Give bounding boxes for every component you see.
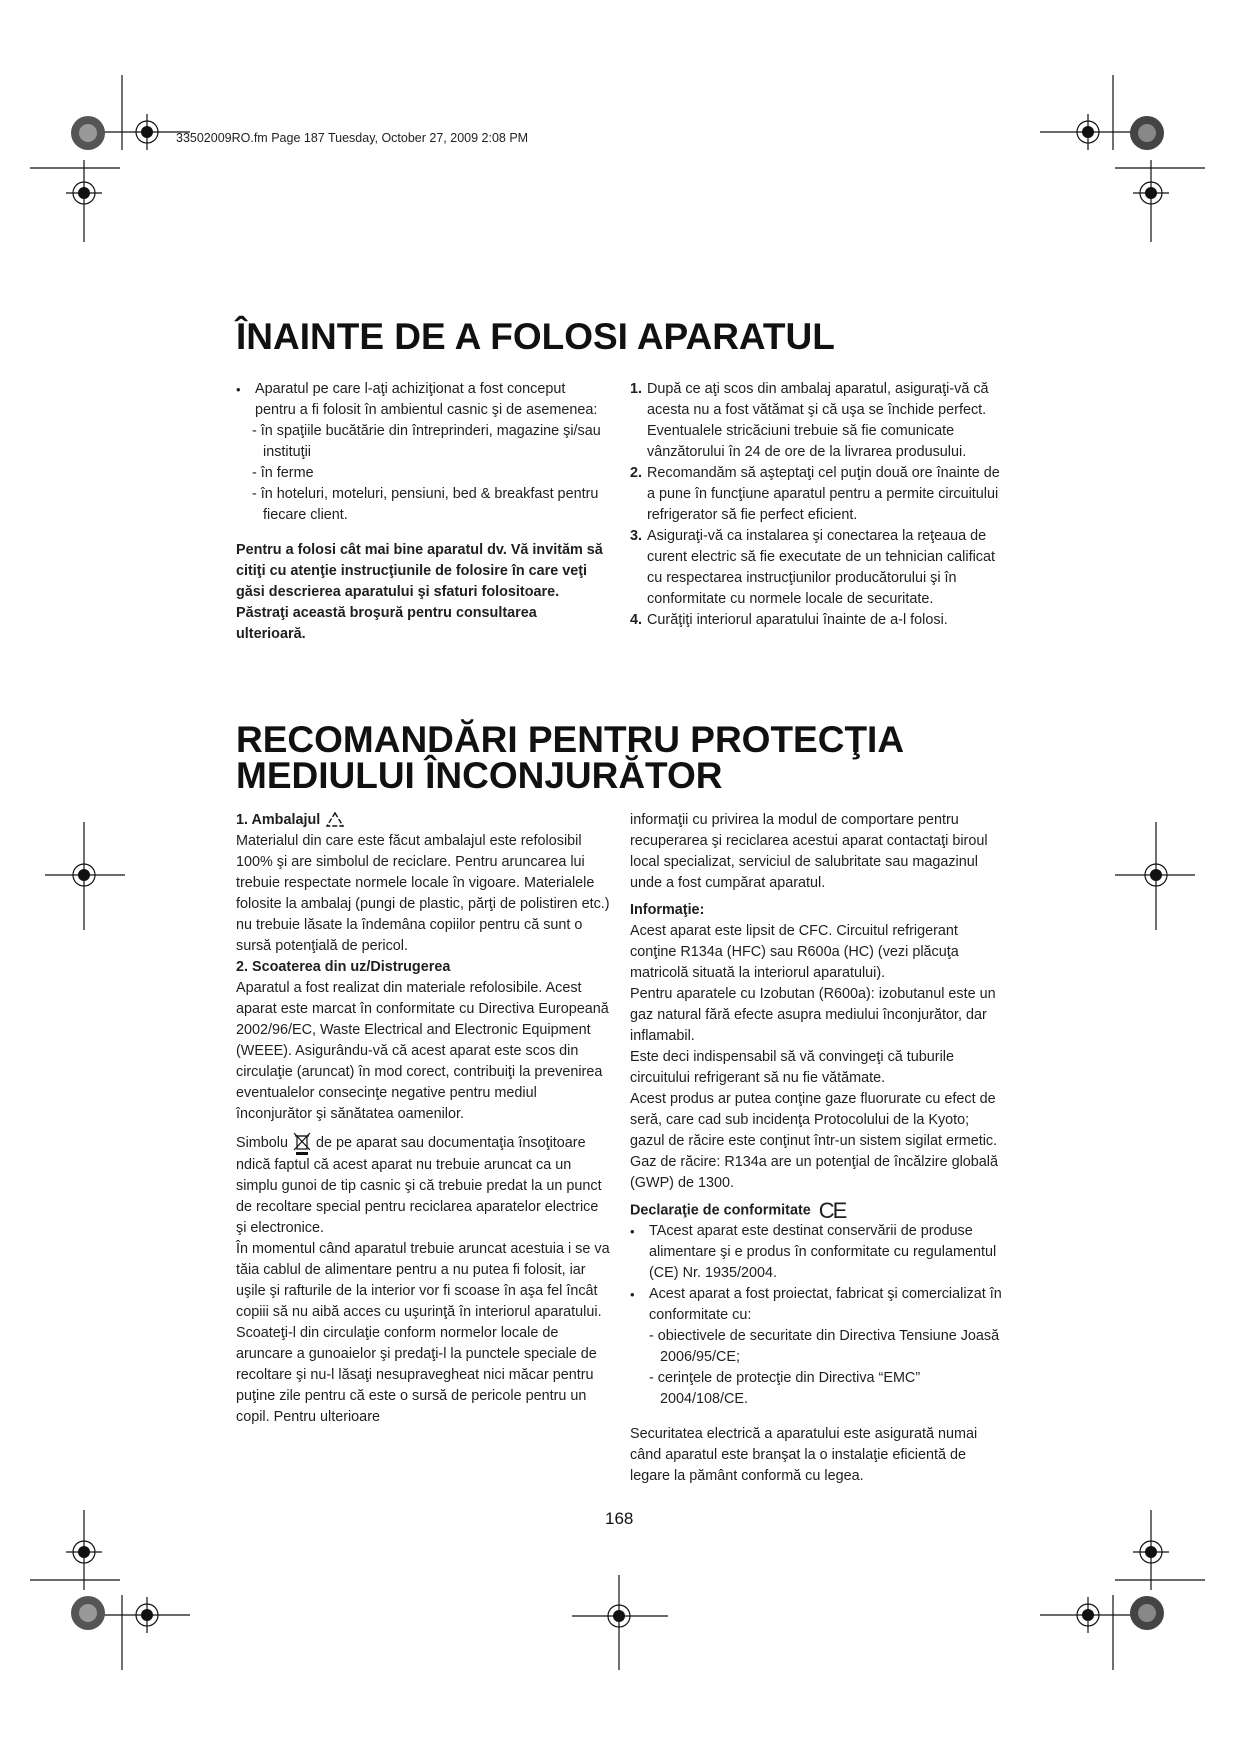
packaging-heading-text: 1. Ambalajul — [236, 812, 321, 828]
conformity-heading — [630, 1200, 1005, 1221]
crossed-bin-icon — [292, 1131, 312, 1155]
keep-brochure-note: Păstraţi această broşură pentru consultarea ulterioară. — [236, 605, 537, 642]
registration-mark-top-right-icon — [1020, 0, 1241, 260]
packaging-heading — [236, 810, 611, 831]
recycle-triangle-icon — [324, 811, 346, 829]
info-text: Acest produs ar putea conţine gaze fluorurate cu efect de seră, care cad sub incidenţa Protocolului de la Kyoto; gazul de răcire este conţinut într-un sistem sigilat ermetic. — [630, 1091, 998, 1149]
file-info-header: 33502009RO.fm Page 187 Tuesday, October 27, 2009 2:08 PM — [176, 131, 529, 145]
info-heading: Informaţie: — [630, 902, 705, 918]
info-text: Pentru aparatele cu Izobutan (R600a): izobutanul este un gaz natural fără efecte asupra mediului înconjurător, dar inflamabil. — [630, 986, 996, 1044]
conformity-bullet: • Acest aparat a fost proiectat, fabricat şi comercializat în conformitate cu: — [630, 1284, 1005, 1326]
list-item-number: 1. — [630, 381, 643, 397]
packaging-text: Materialul din care este făcut ambalajul este refolosibil 100% şi are simbolul de reciclare. Pentru aruncarea lui trebuie respectate normele locale în vigoare. Materialele folosite la ambalaj (pungi de plastic, părţi de polistiren etc.) nu trebuie lăsate la îndemâna copiilor pentru că sunt o sursă potenţială de pericol. — [236, 833, 610, 954]
list-item-text: Recomandăm să aşteptaţi cel puţin două ore înainte de a pune în funcţiune aparatul pentru a permite circuitului refrigerator să fie perfect eficient. — [647, 465, 1000, 523]
directive-item: - cerinţele de protecţie din Directiva “EMC” 2004/108/CE. — [649, 1370, 921, 1408]
list-item-text: Asiguraţi-vă ca instalarea şi conectarea la reţeaua de curent electric să fie executate de un tehnician calificat cu respectarea instrucţiunilor producătorului şi în conformitate cu normele locale de securitate. — [647, 528, 995, 607]
directive-item: - obiectivele de securitate din Directiva Tensiune Joasă 2006/95/CE; — [649, 1328, 1000, 1366]
section-title-environment-line1: RECOMANDĂRI PENTRU PROTECŢIA — [236, 719, 905, 760]
registration-mark-bottom-right-icon — [1020, 1500, 1241, 1755]
registration-mark-bottom-center-icon — [560, 1570, 680, 1680]
conformity-bullet: • TAcest aparat este destinat conservării de produse alimentare şi e produs în conformitate cu regulamentul (CE) Nr. 1935/2004. — [630, 1221, 1005, 1284]
intended-use-bullet: • Aparatul pe care l-aţi achiziţionat a fost conceput pentru a fi folosit în ambientul casnic şi de asemenea: — [236, 379, 606, 421]
section1-right-column — [630, 379, 1005, 631]
info-text: Acest aparat este lipsit de CFC. Circuitul refrigerant conţine R134a (HFC) sau R600a (HC) (vezi plăcuţa matricolă situată la interiorul aparatului). — [630, 923, 959, 981]
use-location-item: - în ferme — [252, 465, 314, 481]
section2-left-column — [236, 810, 611, 1428]
list-item-number: 2. — [630, 465, 643, 481]
weee-symbol-paragraph — [236, 1131, 611, 1239]
weee-symbol-pre: Simbolu — [236, 1134, 288, 1151]
list-item — [630, 526, 1005, 610]
list-item — [630, 463, 1005, 526]
use-location-item: - în spaţiile bucătărie din întreprinderi, magazine şi/sau instituţii — [252, 423, 601, 460]
remove-from-circulation-text: Scoateţi-l din circulaţie conform normelor locale de aruncare a gunoaielor şi predaţi-l la punctele speciale de recoltare şi nu-l lăsaţi nesupravegheat nici măcar pentru puţine zile pentru că este o sursă de pericole pentru un copil. Pentru ulterioare — [236, 1325, 597, 1425]
section-title-before-use: ÎNAINTE DE A FOLOSI APARATUL — [236, 316, 835, 357]
list-item-extra: Eventualele stricăciuni trebuie să fie comunicate vânzătorului în 24 de ore de la livrarea produsului. — [647, 423, 967, 460]
registration-mark-mid-right-icon — [1110, 820, 1200, 940]
section2-right-column — [630, 810, 1005, 1487]
info-text: Gaz de răcire: R134a are un potenţial de încălzire globală (GWP) de 1300. — [630, 1154, 998, 1191]
list-item-text: După ce aţi scos din ambalaj aparatul, asiguraţi-vă că acesta nu a fost vătămat şi că uşa se închide perfect. — [647, 381, 989, 418]
registration-mark-mid-left-icon — [40, 820, 130, 940]
use-location-item: - în hoteluri, moteluri, pensiuni, bed & breakfast pentru fiecare client. — [252, 486, 599, 523]
disposal-text: Aparatul a fost realizat din materiale refolosibile. Acest aparat este marcat în conformitate cu Directiva Europeană 2002/96/EC, Waste Electrical and Electronic Equipment (WEEE). Asigurându-vă că acest aparat este scos din circulaţie (aruncat) în mod corect, contribuiţi la prevenirea eventualelor consecinţe negative pentru mediul înconjurător şi sănătatea oamenilor. — [236, 980, 609, 1122]
electrical-safety-text: Securitatea electrică a aparatului este asigurată numai când aparatul este branşat la o instalaţie eficientă de legare la pământ conformă cu legea. — [630, 1426, 978, 1485]
list-item — [630, 610, 1005, 631]
list-item — [630, 379, 1005, 463]
section-title-environment-line2: MEDIULUI ÎNCONJURĂTOR — [236, 755, 723, 796]
registration-mark-top-left-icon — [0, 0, 260, 260]
section1-left-column — [236, 379, 606, 645]
list-item-text: Curăţiţi interiorul aparatului înainte de a-l folosi. — [647, 612, 948, 628]
read-instructions-note: Pentru a folosi cât mai bine aparatul dv. Vă invităm să citiţi cu atenţie instrucţiunile de folosire în care veţi găsi descrierea aparatului şi sfaturi folositoare. — [236, 542, 603, 600]
info-text: Este deci indispensabil să vă convingeţi că tuburile circuitului refrigerant să nu fie vătămate. — [630, 1049, 954, 1086]
page-number: 168 — [605, 1509, 634, 1528]
conformity-heading-text: Declaraţie de conformitate — [630, 1202, 811, 1219]
registration-mark-bottom-left-icon — [0, 1500, 260, 1755]
ce-mark-icon: CE — [818, 1198, 846, 1223]
recycling-info-text: informaţii cu privirea la modul de comportare pentru recuperarea şi reciclarea acestui aparat contactaţi biroul local specializat, serviciul de salubritate sau magazinul unde a fost cumpărat aparatul. — [630, 812, 988, 891]
disposal-heading: 2. Scoaterea din uz/Distrugerea — [236, 959, 451, 975]
weee-symbol-post: de pe aparat sau documentaţia însoţitoare ndică faptul că acest aparat nu trebuie aruncat ca un simplu gunoi de tip casnic şi că trebuie predat la un punct de recoltare special pentru reciclarea aparatelor electrice şi electronice. — [236, 1134, 602, 1236]
list-item-number: 4. — [630, 612, 643, 628]
list-item-number: 3. — [630, 528, 643, 544]
cut-cable-text: În momentul când aparatul trebuie aruncat acestuia i se va tăia cablul de alimentare pentru a nu putea fi folosit, iar uşile şi rafturile de la interior vor fi scoase în aşa fel încât copiii să nu aibă acces cu uşurinţă în interiorul aparatului. — [236, 1241, 610, 1320]
